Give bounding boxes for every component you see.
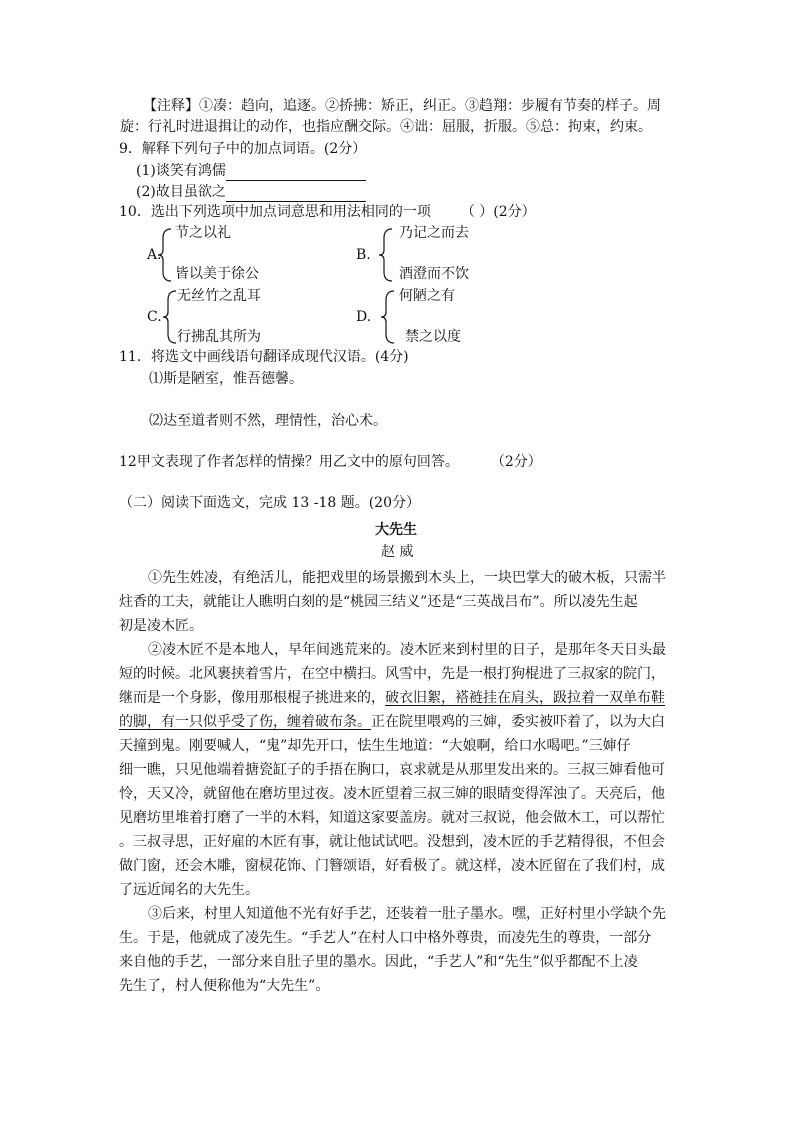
question-10-stem: 10．选出下列选项中加点词意思和用法相同的一项 （ ）(2分） [119,204,536,220]
paragraph-2-line: ②凌木匠不是本地人，早年间逃荒来的。凌木匠来到村里的日子，是那年冬天日头最 [148,642,666,658]
answer-blank-1[interactable] [226,166,366,181]
paragraph-2-line: 。三叔寻思，正好雇的木匠有事，就让他试试吧。没想到，凌木匠的手艺精得很，不但会 [119,834,665,850]
option-c-label: C. [147,309,162,325]
option-c-bottom: 行拂乱其所为 [177,329,261,345]
annotation-line-1: 【注释】①凑：趋向，追逐。②挢拂：矫正，纠正。③趋翔：步履有节奏的样子。周 [143,98,661,114]
question-11-item-2: ⑵达至道者则不然，理情性，治心术。 [149,413,387,429]
paragraph-3-line: ③后来，村里人知道他不光有好手艺，还装着一肚子墨水。嘿，正好村里小学缺个先 [148,906,666,922]
paragraph-2-line: 天撞到鬼。刚要喊人，“鬼”却先开口，怯生生地道：“大娘啊，给口水喝吧。”三婶仔 [119,738,631,754]
paragraph-2-line: 的脚，有一只似乎受了伤，缠着破布条。正在院里喂鸡的三婶，委实被吓着了，以为大白 [119,714,665,730]
question-12-stem: 12甲文表现了作者怎样的情操？用乙文中的原句回答。 （2分） [119,454,542,470]
paragraph-2-line: 继而是一个身影，像用那根棍子挑进来的，破衣旧絮，褡裢挂在肩头，趿拉着一双单布鞋 [119,690,665,706]
option-a-top: 节之以礼 [175,225,231,241]
paragraph-2-line: 做门窗，还会木雕，窗棂花饰、门簪颂语，好看极了。就这样，凌木匠留在了我们村，成 [119,858,665,874]
answer-blank-2[interactable] [226,187,366,202]
option-b-bottom: 酒澄而不饮 [399,266,469,282]
option-b-top: 乃记之而去 [399,225,469,241]
option-a-bottom: 皆以美于徐公 [175,266,259,282]
question-11-item-1: ⑴斯是陋室，惟吾德馨。 [149,371,303,387]
brace-icon [380,290,396,344]
paragraph-2-line: 怜，天又冷，就留他在磨坊里过夜。凌木匠望着三叔三婶的眼睛变得浑浊了。天亮后，他 [119,786,665,802]
paragraph-2-line: 细一瞧，只见他端着搪瓷缸子的手捂在胸口，哀求就是从那里发出来的。三叔三婶看他可 [119,762,665,778]
underlined-sentence: 的脚，有一只似乎受了伤，缠着破布条。 [119,714,371,730]
option-a-label: A. [147,247,162,263]
option-c-top: 无丝竹之乱耳 [177,288,261,304]
question-11-stem: 11．将选文中画线语句翻译成现代汉语。(4分) [119,349,409,365]
option-d-top: 何陋之有 [399,288,455,304]
underlined-sentence: 破衣旧絮，褡裢挂在肩头，趿拉着一双单布鞋 [385,690,665,706]
paragraph-2-line: 短的时候。北风裹挟着雪片，在空中横扫。风雪中，先是一根打狗棍进了三叔家的院门， [119,666,665,682]
question-12-score: （2分） [490,454,542,470]
question-9-item-1: (1)谈笑有鸿儒 [136,161,366,181]
option-d-label: D. [356,309,372,325]
annotation-line-2: 旋：行礼时进退揖让的动作，也指应酬交际。④诎：屈服，折服。⑤总：拘束，约束。 [120,119,652,135]
paragraph-3-line: 先生了，村人便称他为“大先生”。 [119,978,330,994]
paragraph-2-line: 了远近闻名的大先生。 [119,882,259,898]
brace-icon [157,228,173,282]
question-9-item-2: (2)故目虽欲之 [136,182,366,202]
paragraph-1-line: 初是凌木匠。 [119,618,203,634]
brace-icon [162,290,178,344]
paragraph-2-line: 见磨坊里堆着打磨了一半的木料，知道这家要盖房。就对三叔说，他会做木工，可以帮忙 [119,810,665,826]
paragraph-3-line: 生。于是，他就成了凌先生。“手艺人”在村人口中格外尊贵，而凌先生的尊贵，一部分 [119,930,652,946]
brace-icon [378,228,394,282]
paragraph-3-line: 来自他的手艺，一部分来自肚子里的墨水。因此，“手艺人”和“先生”似乎都配不上凌 [119,954,638,970]
option-b-label: B. [356,247,371,263]
paragraph-1-line: ①先生姓凌，有绝活儿，能把戏里的场景搬到木头上，一块巴掌大的破木板，只需半 [148,570,666,586]
question-9-stem: 9．解释下列句子中的加点词语。(2分） [119,141,367,157]
paragraph-1-line: 炷香的工夫，就能让人瞧明白刻的是“桃园三结义”还是“三英战吕布”。所以凌先生起 [119,594,638,610]
section-2-heading: （二）阅读下面选文，完成 13 -18 题。(20分） [119,495,420,511]
answer-paren[interactable]: （ ）(2分） [460,204,536,220]
article-title: 大先生 [375,522,417,538]
article-author: 赵 威 [381,544,414,560]
option-d-bottom: 禁之以度 [405,329,461,345]
